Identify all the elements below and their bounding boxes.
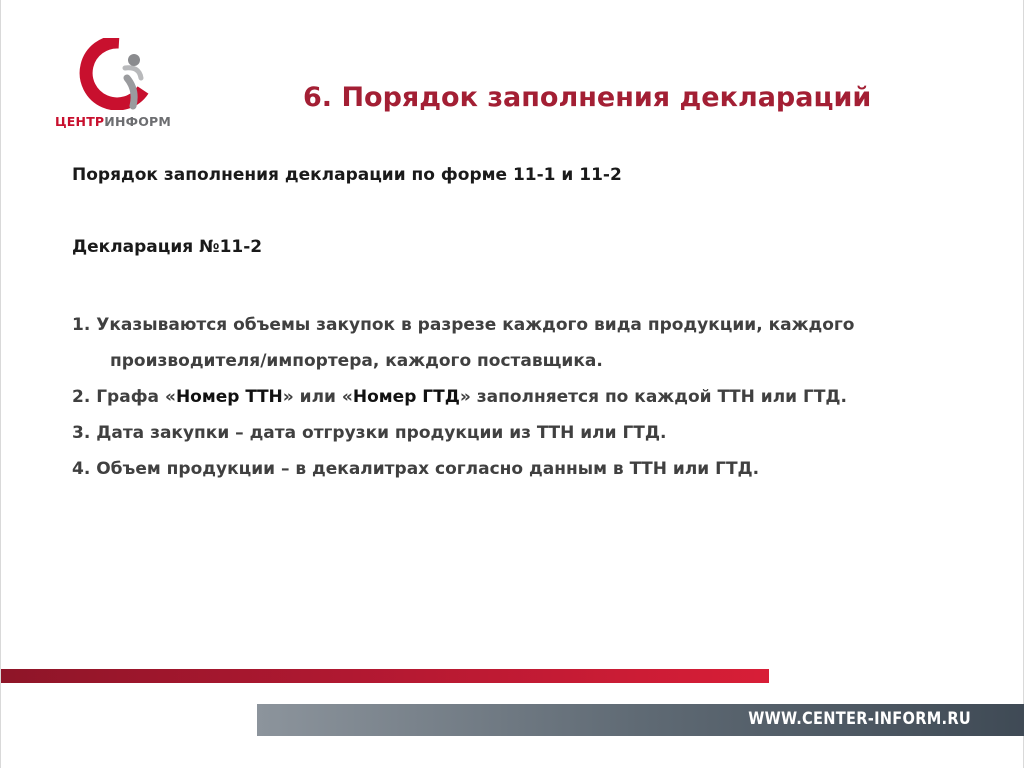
list-item-text: Указываются объемы закупок в разрезе каждого вида продукции, каждого производителя/импортера, каждого поставщика. (96, 315, 855, 371)
subheading-form: Порядок заполнения декларации по форме 11-1 и 11-2 (72, 165, 622, 185)
list-item (72, 451, 1002, 487)
list-item (72, 307, 1002, 379)
list-item-emphasis-ttn: Номер ТТН (175, 387, 283, 407)
list-item-emphasis-gtd: Номер ГТД (352, 387, 460, 407)
logo-text-part2: ИНФОРМ (104, 114, 172, 129)
logo-emblem-icon (79, 38, 151, 110)
logo-text-part1: ЦЕНТР (55, 114, 105, 129)
website-url: WWW.CENTER-INFORM.RU (748, 709, 971, 729)
slide-title: 6. Порядок заполнения деклараций (303, 82, 872, 113)
company-logo (51, 38, 181, 133)
list-item-text-after: » заполняется по каждой ТТН или ГТД. (459, 387, 848, 407)
list-item-number: 2. (72, 387, 91, 407)
subheading-declaration: Декларация №11-2 (72, 237, 263, 257)
logo-wordmark (55, 114, 171, 129)
list-item-text: Объем продукции – в декалитрах согласно данным в ТТН или ГТД. (96, 459, 760, 479)
footer-url-band (257, 704, 1024, 736)
list-item-number: 1. (72, 315, 91, 335)
list-item-text: Дата закупки – дата отгрузки продукции из ТТН или ГТД. (96, 423, 667, 443)
decorative-red-band (1, 669, 769, 683)
list-item (72, 379, 1002, 415)
numbered-list (72, 307, 1002, 487)
list-item-text-before: Графа « (96, 387, 176, 407)
list-item (72, 415, 1002, 451)
list-item-text-middle: » или « (282, 387, 353, 407)
list-item-number: 3. (72, 423, 91, 443)
list-item-number: 4. (72, 459, 91, 479)
